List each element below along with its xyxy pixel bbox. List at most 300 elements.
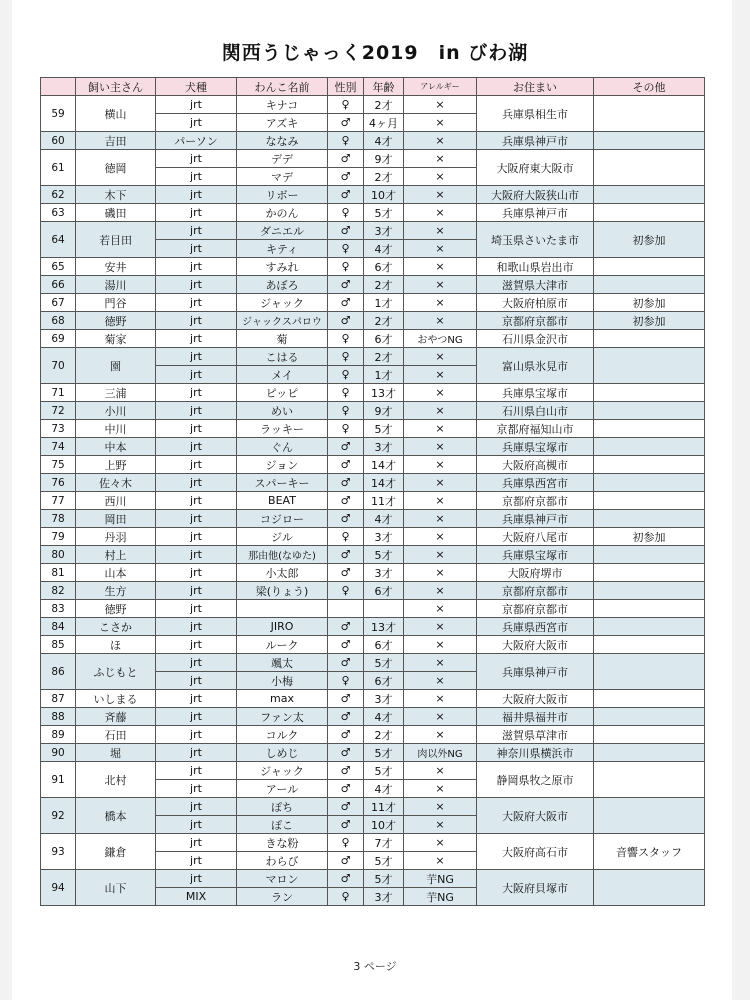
dog-breed: jrt [156,600,237,618]
dog-allergy: × [404,762,477,780]
dog-sex: ♂ [328,564,364,582]
dog-sex: ♂ [328,492,364,510]
dog-sex: ♂ [328,186,364,204]
dog-allergy: × [404,834,477,852]
dog-sex: ♂ [328,276,364,294]
dog-sex: ♂ [328,726,364,744]
owner-other [594,348,705,384]
dog-breed: jrt [156,564,237,582]
dog-age: 6才 [364,330,404,348]
entry-number: 70 [41,348,76,384]
dog-name: しめじ [237,744,328,762]
owner-address: 和歌山県岩出市 [477,258,594,276]
dog-age: 4才 [364,240,404,258]
header-dog-name: わんこ名前 [237,78,328,96]
dog-sex: ♂ [328,150,364,168]
owner-address: 大阪府高石市 [477,834,594,870]
table-row [41,420,705,438]
dog-sex: ♀ [328,204,364,222]
entry-number: 71 [41,384,76,402]
owner-other: 音響スタッフ [594,834,705,870]
entry-number: 68 [41,312,76,330]
dog-name: ダニエル [237,222,328,240]
dog-breed: jrt [156,186,237,204]
entry-number: 83 [41,600,76,618]
dog-name: マデ [237,168,328,186]
dog-sex: ♂ [328,294,364,312]
dog-age: 13才 [364,384,404,402]
dog-sex: ♀ [328,888,364,906]
dog-sex: ♀ [328,330,364,348]
owner-other [594,546,705,564]
dog-age: 9才 [364,150,404,168]
dog-name: ルーク [237,636,328,654]
dog-allergy: × [404,366,477,384]
dog-allergy: × [404,546,477,564]
dog-sex: ♂ [328,690,364,708]
table-row [41,636,705,654]
dog-allergy: × [404,150,477,168]
dog-name: 菊 [237,330,328,348]
owner-name: 三浦 [76,384,156,402]
dog-breed: jrt [156,348,237,366]
dog-allergy: × [404,294,477,312]
owner-name: ほ [76,636,156,654]
table-row [41,348,705,366]
dog-sex: ♂ [328,780,364,798]
owner-name: 鎌倉 [76,834,156,870]
owner-other: 初参加 [594,294,705,312]
owner-name: 横山 [76,96,156,132]
table-row [41,870,705,888]
dog-allergy: × [404,276,477,294]
entry-number: 81 [41,564,76,582]
dog-age: 7才 [364,834,404,852]
owner-name: 村上 [76,546,156,564]
owner-other: 初参加 [594,222,705,258]
dog-allergy: × [404,186,477,204]
dog-age: 14才 [364,456,404,474]
dog-sex [328,600,364,618]
dog-allergy: × [404,384,477,402]
table-body [41,96,705,906]
dog-breed: jrt [156,456,237,474]
dog-breed: jrt [156,312,237,330]
table-row [41,726,705,744]
table-row [41,618,705,636]
dog-breed: jrt [156,402,237,420]
dog-allergy: × [404,582,477,600]
dog-name: メイ [237,366,328,384]
dog-name: ジャック [237,762,328,780]
dog-sex: ♀ [328,384,364,402]
dog-breed: jrt [156,366,237,384]
entry-number: 67 [41,294,76,312]
dog-breed: jrt [156,114,237,132]
dog-allergy: × [404,438,477,456]
owner-address: 兵庫県宝塚市 [477,384,594,402]
owner-name: 山下 [76,870,156,906]
dog-name: わらび [237,852,328,870]
table-row [41,330,705,348]
dog-name: ファン太 [237,708,328,726]
dog-name: スパーキー [237,474,328,492]
dog-breed: jrt [156,870,237,888]
owner-name: 山本 [76,564,156,582]
dog-allergy: × [404,420,477,438]
entry-number: 93 [41,834,76,870]
owner-address: 富山県氷見市 [477,348,594,384]
dog-breed: jrt [156,510,237,528]
table-row [41,690,705,708]
owner-other: 初参加 [594,528,705,546]
dog-allergy: × [404,474,477,492]
table-row [41,438,705,456]
dog-sex: ♂ [328,510,364,528]
owner-name: 吉田 [76,132,156,150]
dog-age [364,600,404,618]
dog-allergy: × [404,510,477,528]
owner-name: 若目田 [76,222,156,258]
owner-other [594,204,705,222]
dog-sex: ♀ [328,132,364,150]
table-row [41,258,705,276]
dog-name: あぼろ [237,276,328,294]
dog-breed: jrt [156,726,237,744]
dog-name: こはる [237,348,328,366]
owner-name: 木下 [76,186,156,204]
dog-age: 3才 [364,528,404,546]
dog-allergy: × [404,798,477,816]
table-row [41,204,705,222]
entry-number: 76 [41,474,76,492]
owner-address: 京都府京都市 [477,312,594,330]
dog-sex: ♂ [328,114,364,132]
owner-address: 大阪府八尾市 [477,528,594,546]
dog-age: 11才 [364,798,404,816]
dog-name: max [237,690,328,708]
dog-name: ななみ [237,132,328,150]
owner-other [594,654,705,690]
owner-name: 小川 [76,402,156,420]
dog-allergy: × [404,114,477,132]
owner-other [594,492,705,510]
table-row [41,186,705,204]
entry-number: 89 [41,726,76,744]
dog-allergy: × [404,96,477,114]
owner-address: 大阪府高槻市 [477,456,594,474]
table-row [41,222,705,240]
dog-allergy: 芋NG [404,870,477,888]
dog-breed: jrt [156,168,237,186]
entry-number: 63 [41,204,76,222]
owner-other [594,744,705,762]
entry-number: 74 [41,438,76,456]
owner-name: 中本 [76,438,156,456]
dog-sex: ♀ [328,582,364,600]
header-address: お住まい [477,78,594,96]
owner-address: 兵庫県宝塚市 [477,546,594,564]
owner-address: 神奈川県横浜市 [477,744,594,762]
dog-name: ジャックスパロウ [237,312,328,330]
dog-breed: パーソン [156,132,237,150]
entry-number: 75 [41,456,76,474]
dog-age: 3才 [364,888,404,906]
dog-name: 颯太 [237,654,328,672]
owner-name: 佐々木 [76,474,156,492]
owner-other [594,276,705,294]
dog-allergy: × [404,690,477,708]
dog-name: キティ [237,240,328,258]
dog-age: 4才 [364,510,404,528]
dog-breed: jrt [156,798,237,816]
dog-allergy: 肉以外NG [404,744,477,762]
dog-sex: ♂ [328,762,364,780]
dog-age: 5才 [364,762,404,780]
dog-sex: ♂ [328,816,364,834]
dog-name: ジャック [237,294,328,312]
dog-allergy: × [404,222,477,240]
entry-number: 64 [41,222,76,258]
dog-breed: jrt [156,240,237,258]
dog-breed: jrt [156,618,237,636]
owner-name: 堀 [76,744,156,762]
dog-name: ラン [237,888,328,906]
dog-name: キナコ [237,96,328,114]
dog-age: 4才 [364,780,404,798]
owner-other [594,510,705,528]
owner-address: 兵庫県神戸市 [477,204,594,222]
dog-age: 5才 [364,420,404,438]
owner-other [594,474,705,492]
dog-name: ピッピ [237,384,328,402]
owner-other [594,96,705,132]
owner-name: こさか [76,618,156,636]
dog-sex: ♀ [328,420,364,438]
dog-breed: jrt [156,708,237,726]
dog-sex: ♂ [328,168,364,186]
dog-breed: jrt [156,672,237,690]
owner-address: 兵庫県相生市 [477,96,594,132]
owner-other [594,150,705,186]
owner-address: 福井県福井市 [477,708,594,726]
table-row [41,150,705,168]
dog-breed: jrt [156,420,237,438]
dog-sex: ♂ [328,222,364,240]
dog-sex: ♂ [328,708,364,726]
table-row [41,582,705,600]
owner-name: 門谷 [76,294,156,312]
dog-age: 3才 [364,222,404,240]
owner-address: 大阪府大阪市 [477,690,594,708]
owner-other [594,708,705,726]
entry-number: 78 [41,510,76,528]
table-row [41,528,705,546]
dog-name: すみれ [237,258,328,276]
dog-age: 14才 [364,474,404,492]
dog-allergy: × [404,528,477,546]
dog-age: 5才 [364,546,404,564]
owner-name: 徳野 [76,312,156,330]
owner-other [594,618,705,636]
owner-name: 徳岡 [76,150,156,186]
table-row [41,312,705,330]
dog-allergy: × [404,492,477,510]
dog-age: 6才 [364,258,404,276]
dog-sex: ♂ [328,546,364,564]
owner-name: いしまる [76,690,156,708]
owner-other [594,726,705,744]
owner-other [594,870,705,906]
dog-name: きな粉 [237,834,328,852]
dog-sex: ♀ [328,240,364,258]
dog-sex: ♀ [328,402,364,420]
dog-breed: jrt [156,582,237,600]
dog-allergy: × [404,564,477,582]
dog-age: 6才 [364,672,404,690]
dog-allergy: × [404,240,477,258]
header-breed: 犬種 [156,78,237,96]
dog-breed: jrt [156,474,237,492]
dog-age: 1才 [364,294,404,312]
owner-name: ふじもと [76,654,156,690]
owner-address: 大阪府大阪市 [477,636,594,654]
owner-address: 大阪府貝塚市 [477,870,594,906]
entry-number: 79 [41,528,76,546]
owner-name: 北村 [76,762,156,798]
entry-number: 90 [41,744,76,762]
dog-name: ぽこ [237,816,328,834]
owner-other [594,582,705,600]
owner-address: 滋賀県草津市 [477,726,594,744]
owner-name: 岡田 [76,510,156,528]
dog-age: 13才 [364,618,404,636]
dog-age: 5才 [364,852,404,870]
table-row [41,276,705,294]
owner-name: 丹羽 [76,528,156,546]
owner-address: 兵庫県西宮市 [477,618,594,636]
dog-age: 6才 [364,636,404,654]
owner-address: 静岡県牧之原市 [477,762,594,798]
owner-other [594,636,705,654]
dog-name: デデ [237,150,328,168]
table-row [41,744,705,762]
dog-breed: jrt [156,258,237,276]
dog-name: BEAT [237,492,328,510]
owner-name: 園 [76,348,156,384]
dog-age: 3才 [364,438,404,456]
dog-breed: jrt [156,654,237,672]
entry-number: 92 [41,798,76,834]
dog-age: 2才 [364,726,404,744]
owner-other: 初参加 [594,312,705,330]
dog-breed: jrt [156,528,237,546]
dog-breed: jrt [156,294,237,312]
dog-name: マロン [237,870,328,888]
entry-number: 77 [41,492,76,510]
dog-age: 5才 [364,654,404,672]
owner-name: 斉藤 [76,708,156,726]
dog-breed: jrt [156,816,237,834]
dog-sex: ♂ [328,654,364,672]
dog-age: 2才 [364,312,404,330]
dog-age: 5才 [364,204,404,222]
dog-breed: jrt [156,762,237,780]
dog-allergy: × [404,168,477,186]
entry-number: 66 [41,276,76,294]
dog-breed: jrt [156,780,237,798]
dog-breed: jrt [156,150,237,168]
dog-sex: ♀ [328,528,364,546]
dog-sex: ♀ [328,348,364,366]
owner-other [594,456,705,474]
dog-sex: ♂ [328,456,364,474]
dog-allergy: × [404,258,477,276]
header-other: その他 [594,78,705,96]
dog-name: 小太郎 [237,564,328,582]
owner-address: 兵庫県神戸市 [477,510,594,528]
dog-sex: ♂ [328,744,364,762]
owner-name: 安井 [76,258,156,276]
entry-number: 72 [41,402,76,420]
dog-allergy: × [404,726,477,744]
owner-name: 橋本 [76,798,156,834]
table-row [41,834,705,852]
table-row [41,474,705,492]
dog-age: 5才 [364,870,404,888]
table-row [41,654,705,672]
owner-other [594,564,705,582]
owner-name: 上野 [76,456,156,474]
table-row [41,294,705,312]
table-row [41,96,705,114]
dog-allergy: × [404,312,477,330]
owner-address: 京都府福知山市 [477,420,594,438]
owner-address: 石川県金沢市 [477,330,594,348]
owner-other [594,420,705,438]
table-row [41,600,705,618]
dog-breed: jrt [156,96,237,114]
dog-name [237,600,328,618]
dog-allergy: おやつNG [404,330,477,348]
owner-address: 兵庫県宝塚市 [477,438,594,456]
dog-breed: jrt [156,690,237,708]
entry-number: 65 [41,258,76,276]
owner-name: 磯田 [76,204,156,222]
owner-address: 大阪府大阪狭山市 [477,186,594,204]
entry-number: 84 [41,618,76,636]
dog-age: 2才 [364,348,404,366]
dog-breed: jrt [156,438,237,456]
dog-name: ジョン [237,456,328,474]
entry-number: 85 [41,636,76,654]
owner-name: 中川 [76,420,156,438]
dog-sex: ♂ [328,312,364,330]
dog-sex: ♀ [328,258,364,276]
table-row [41,402,705,420]
dog-allergy: × [404,672,477,690]
dog-name: コルク [237,726,328,744]
dog-name: アール [237,780,328,798]
owner-name: 徳野 [76,600,156,618]
dog-sex: ♂ [328,870,364,888]
owner-name: 生方 [76,582,156,600]
table-header-row [41,78,705,96]
dog-age: 4才 [364,708,404,726]
dog-age: 11才 [364,492,404,510]
owner-name: 石田 [76,726,156,744]
entry-number: 73 [41,420,76,438]
